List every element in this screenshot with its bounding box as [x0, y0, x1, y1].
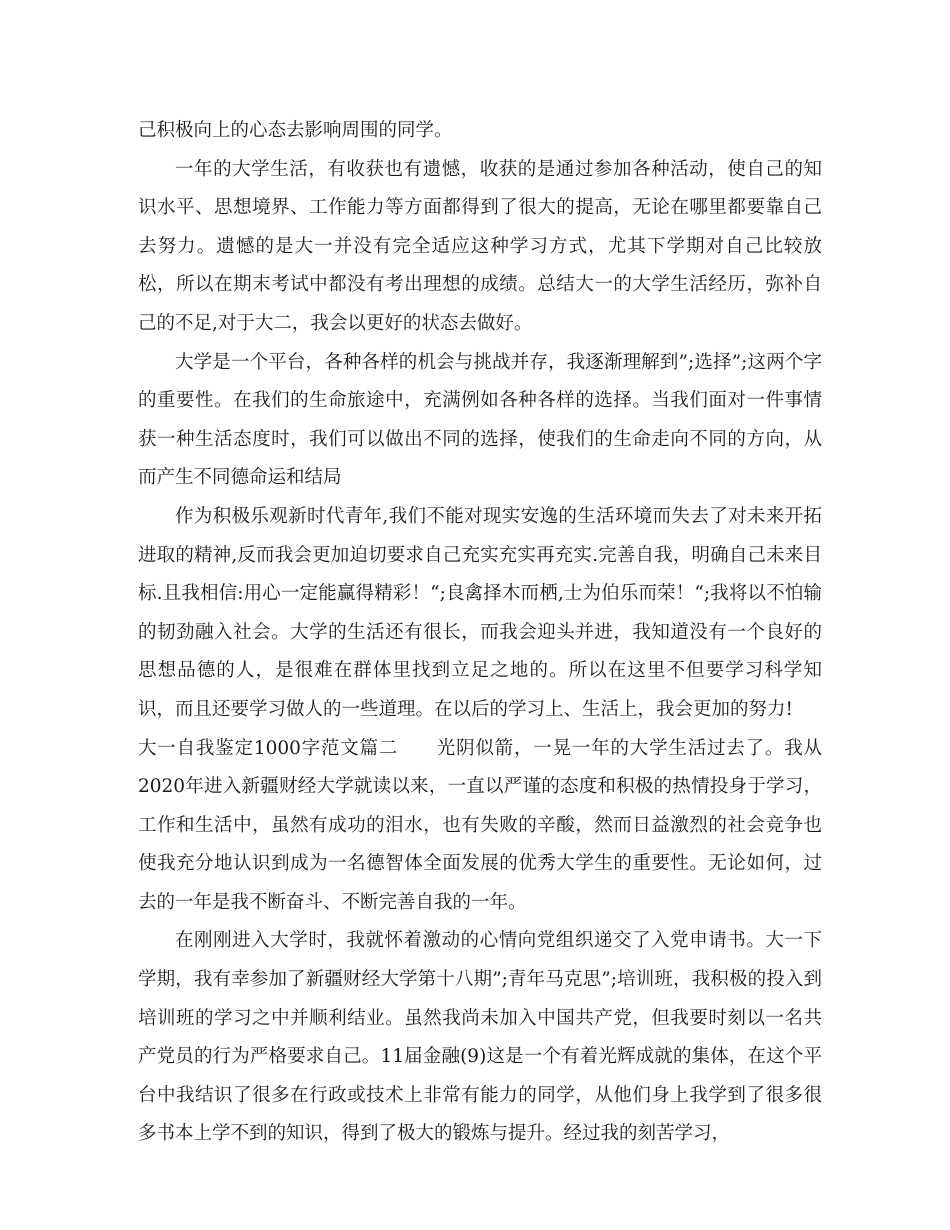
paragraph-article-two: 大一自我鉴定1000字范文篇二 光阴似箭，一晃一年的大学生活过去了。我从2020年进入新疆财经大学就读以来，一直以严谨的态度和积极的热情投身于学习，工作和生活中，虽然有成功的泪水，也有失败的辛酸，然而日益激烈的社会竞争也使我充分地认识到成为一名德智体全面发展的优秀大学生的重要性。无论如何，过去的一年是我不断奋斗、不断完善自我的一年。	[138, 737, 822, 913]
document-body	[138, 112, 822, 1154]
paragraph-youth: 作为积极乐观新时代青年,我们不能对现实安逸的生活环境而失去了对未来开拓进取的精神,反而我会更加迫切要求自己充实充实再充实.完善自我，明确自己未来目标.且我相信:用心一定能赢得精彩！“;良禽择木而栖,士为伯乐而荣！“;我将以不怕输的韧劲融入社会。大学的生活还有很长，而我会迎头并进，我知道没有一个良好的思想品德的人，是很难在群体里找到立足之地的。所以在这里不但要学习科学知识，而且还要学习做人的一些道理。在以后的学习上、生活上，我会更加的努力!	[138, 505, 822, 720]
paragraph-party: 在刚刚进入大学时，我就怀着激动的心情向党组织递交了入党申请书。大一下学期，我有幸参加了新疆财经大学第十八期”;青年马克思”;培训班，我积极的投入到培训班的学习之中并顺利结业。虽然我尚未加入中国共产党，但我要时刻以一名共产党员的行为严格要求自己。11届金融(9)这是一个有着光辉成就的集体，在这个平台中我结识了很多在行政或技术上非常有能力的同学，从他们身上我学到了很多很多书本上学不到的知识，得到了极大的锻炼与提升。经过我的刻苦学习，	[138, 930, 822, 1145]
paragraph-continuation: 己积极向上的心态去影响周围的同学。	[138, 120, 453, 141]
paragraph-choice: 大学是一个平台，各种各样的机会与挑战并存，我逐渐理解到”;选择”;这两个字的重要性。在我们的生命旅途中，充满例如各种各样的选择。当我们面对一件事情获一种生活态度时，我们可以做出不同的选择，使我们的生命走向不同的方向，从而产生不同德命运和结局	[138, 351, 822, 489]
paragraph-reflection: 一年的大学生活，有收获也有遗憾，收获的是通过参加各种活动，使自己的知识水平、思想境界、工作能力等方面都得到了很大的提高，无论在哪里都要靠自己去努力。遗憾的是大一并没有完全适应这种学习方式，尤其下学期对自己比较放松，所以在期末考试中都没有考出理想的成绩。总结大一的大学生活经历，弥补自己的不足,对于大二，我会以更好的状态去做好。	[138, 158, 822, 334]
